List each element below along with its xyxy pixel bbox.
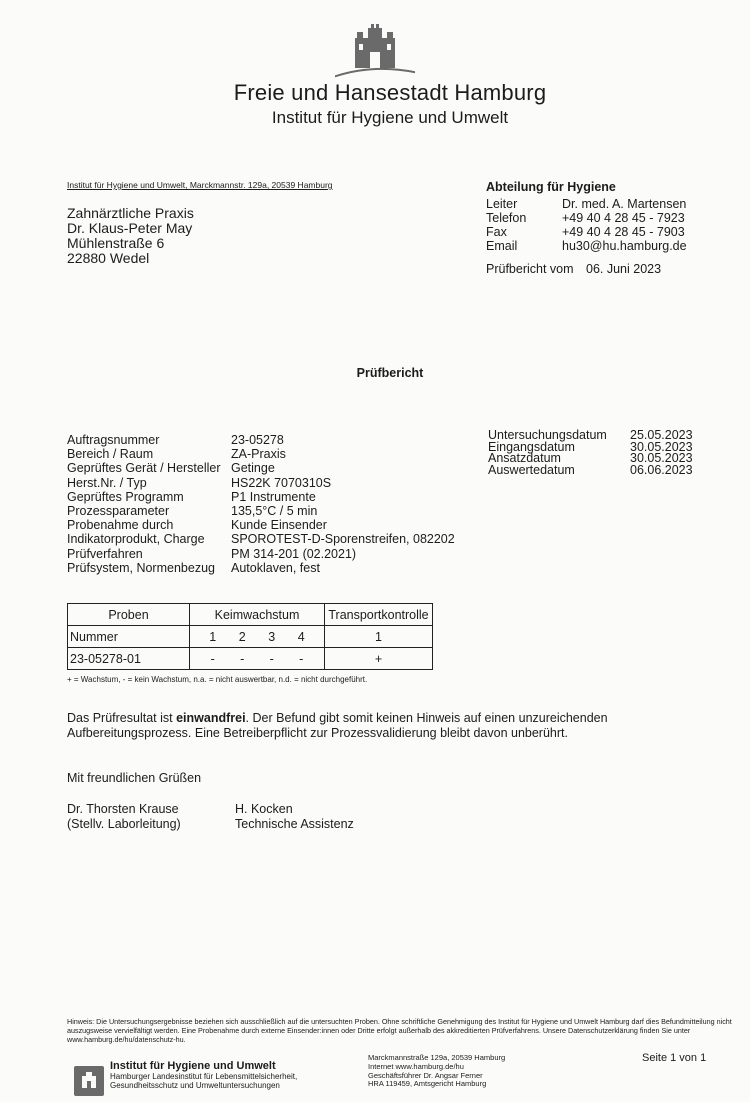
result-emphasis: einwandfrei (176, 711, 246, 725)
param-value: Autoklaven, fest (231, 560, 320, 575)
contact-value: +49 40 4 28 45 - 7903 (562, 225, 685, 239)
contact-row (486, 211, 687, 225)
param-value: 23-05278 (231, 433, 284, 447)
footer-institute-sub: Gesundheitsschutz und Umweltuntersuchungen (110, 1081, 280, 1090)
growth-result: - (210, 651, 215, 666)
footer-institute-sub: Hamburger Landesinstitut für Lebensmittelsicherheit, (110, 1072, 298, 1081)
recipient-line: 22880 Wedel (67, 250, 150, 266)
contact-value: +49 40 4 28 45 - 7923 (562, 211, 685, 225)
param-label: Auftragsnummer (67, 433, 160, 447)
footer-address-line: Marckmannstraße 129a, 20539 Hamburg (368, 1053, 506, 1062)
result-text: . Der Befund gibt somit keinen Hinweis auf einen unzureichenden Aufbereitungsprozess. Eine Betreiberpflicht zur Prozessvalidierung bleibt davon unberührt. (67, 711, 608, 740)
footer-hint: Hinweis: Die Untersuchungsergebnisse beziehen sich ausschließlich auf die untersuchten Proben. Ohne schriftliche Genehmigung des Institut für Hygiene und Umwelt Hamburg darf dies Befundmitteilung nicht auszugsweise vervielfältigt werden. Eine Probenahme durch externe Einsender:innen oder Dritte erfolgt außerhalb des akkreditierten Prüfverfahrens. Unsere Datenschutzerklärung finden Sie unter www.hamburg.de/hu/datenschutz-hu. (67, 1017, 732, 1044)
growth-number: 4 (297, 629, 305, 644)
growth-number-cell (190, 626, 325, 648)
param-row (67, 504, 455, 518)
recipient-line: Zahnärztliche Praxis (67, 205, 194, 221)
growth-number: 3 (268, 629, 276, 644)
param-row (67, 433, 455, 447)
recipient-address (67, 206, 194, 266)
contact-label: Email (486, 239, 518, 253)
param-value: HS22K 7070310S (231, 475, 332, 490)
header-cell: Proben (68, 604, 190, 626)
footer-institute (110, 1060, 297, 1090)
report-date-value: 06. Juni 2023 (586, 262, 662, 276)
date-label: Untersuchungsdatum (488, 428, 607, 442)
param-value: ZA-Praxis (231, 447, 286, 462)
institute-logo-icon (74, 1066, 104, 1096)
date-value: 30.05.2023 (630, 451, 693, 466)
contact-row (486, 239, 687, 253)
result-statement (67, 711, 707, 740)
department-contacts (486, 197, 687, 253)
param-label: Herst.Nr. / Typ (67, 475, 147, 490)
header-cell: Transportkontrolle (325, 604, 433, 626)
contact-label: Fax (486, 225, 507, 239)
param-label: Prozessparameter (67, 504, 170, 519)
hamburg-castle-logo (335, 24, 415, 84)
growth-number: 1 (209, 629, 217, 644)
signature-block (67, 802, 354, 831)
contact-row (486, 197, 687, 211)
signature (235, 802, 354, 831)
param-row (67, 476, 455, 490)
param-row (67, 532, 455, 546)
signature (67, 802, 235, 831)
contact-label: Leiter (486, 197, 518, 211)
table-legend: + = Wachstum, - = kein Wachstum, n.a. = nicht auswertbar, n.d. = nicht durchgeführt. (67, 675, 368, 684)
header-cell: Keimwachstum (190, 604, 325, 626)
param-row (67, 490, 455, 504)
sender-line: Institut für Hygiene und Umwelt, Marckmannstr. 129a, 20539 Hamburg (67, 180, 333, 190)
transport-number-cell: 1 (325, 626, 433, 648)
footer-address-line: Internet www.hamburg.de/hu (368, 1061, 464, 1071)
department-title: Abteilung für Hygiene (486, 180, 616, 194)
signature-name: H. Kocken (235, 802, 293, 816)
footer-address-line: Geschäftsführer Dr. Angsar Ferner (368, 1070, 483, 1080)
param-value: Getinge (231, 461, 275, 476)
growth-result: - (240, 651, 245, 666)
institute-name: Institut für Hygiene und Umwelt (271, 108, 509, 127)
signature-role: (Stellv. Laborleitung) (67, 816, 181, 831)
recipient-line: Dr. Klaus-Peter May (67, 220, 193, 236)
date-value: 06.06.2023 (630, 462, 693, 477)
signature-name: Dr. Thorsten Krause (67, 802, 179, 816)
date-label: Auswertedatum (488, 462, 575, 477)
param-row (67, 461, 455, 475)
param-label: Bereich / Raum (67, 447, 154, 462)
table-row (68, 648, 433, 670)
param-row (67, 547, 455, 561)
param-label: Probenahme durch (67, 518, 174, 533)
date-label: Eingangsdatum (488, 439, 575, 454)
param-label: Indikatorprodukt, Charge (67, 532, 205, 547)
report-date-label: Prüfbericht vom (486, 262, 574, 276)
results-table (67, 603, 433, 670)
growth-number: 2 (238, 629, 246, 644)
param-label: Geprüftes Gerät / Hersteller (67, 461, 221, 476)
param-value: 135,5°C / 5 min (231, 504, 318, 519)
table-subheader-row (68, 626, 433, 648)
footer-address (368, 1054, 505, 1089)
param-row (67, 561, 455, 575)
greeting: Mit freundlichen Grüßen (67, 771, 202, 785)
probe-cell: 23-05278-01 (68, 648, 190, 670)
recipient-line: Mühlenstraße 6 (67, 235, 165, 251)
document-title: Prüfbericht (356, 366, 424, 380)
param-value: Kunde Einsender (231, 518, 327, 533)
growth-result-cell (190, 648, 325, 670)
param-label: Prüfverfahren (67, 546, 143, 561)
date-value: 25.05.2023 (630, 428, 693, 442)
param-value: PM 314-201 (02.2021) (231, 546, 357, 561)
table-header-row (68, 604, 433, 626)
subheader-cell: Nummer (68, 626, 190, 648)
param-row (67, 447, 455, 461)
date-list (488, 430, 693, 476)
param-label: Geprüftes Programm (67, 489, 184, 504)
param-value: P1 Instrumente (231, 489, 316, 504)
transport-result-cell: + (325, 648, 433, 670)
param-value: SPOROTEST-D-Sporenstreifen, 082202 (231, 532, 455, 547)
result-text: Das Prüfresultat ist (67, 711, 177, 725)
signature-role: Technische Assistenz (235, 816, 354, 831)
contact-value: Dr. med. A. Martensen (562, 197, 687, 211)
param-row (67, 518, 455, 532)
contact-row (486, 225, 687, 239)
city-name: Freie und Hansestadt Hamburg (233, 80, 547, 105)
date-value: 30.05.2023 (630, 439, 693, 454)
report-date (486, 262, 661, 276)
contact-value: hu30@hu.hamburg.de (562, 239, 687, 253)
parameter-list (67, 433, 455, 575)
date-row (488, 462, 693, 477)
page-number: Seite 1 von 1 (642, 1052, 707, 1064)
footer-address-line: HRA 119459, Amtsgericht Hamburg (368, 1079, 487, 1089)
param-label: Prüfsystem, Normenbezug (67, 560, 215, 575)
contact-label: Telefon (486, 211, 527, 225)
growth-result: - (299, 651, 304, 666)
growth-result: - (269, 651, 274, 666)
date-label: Ansatzdatum (488, 451, 561, 466)
footer-institute-title: Institut für Hygiene und Umwelt (110, 1060, 276, 1072)
